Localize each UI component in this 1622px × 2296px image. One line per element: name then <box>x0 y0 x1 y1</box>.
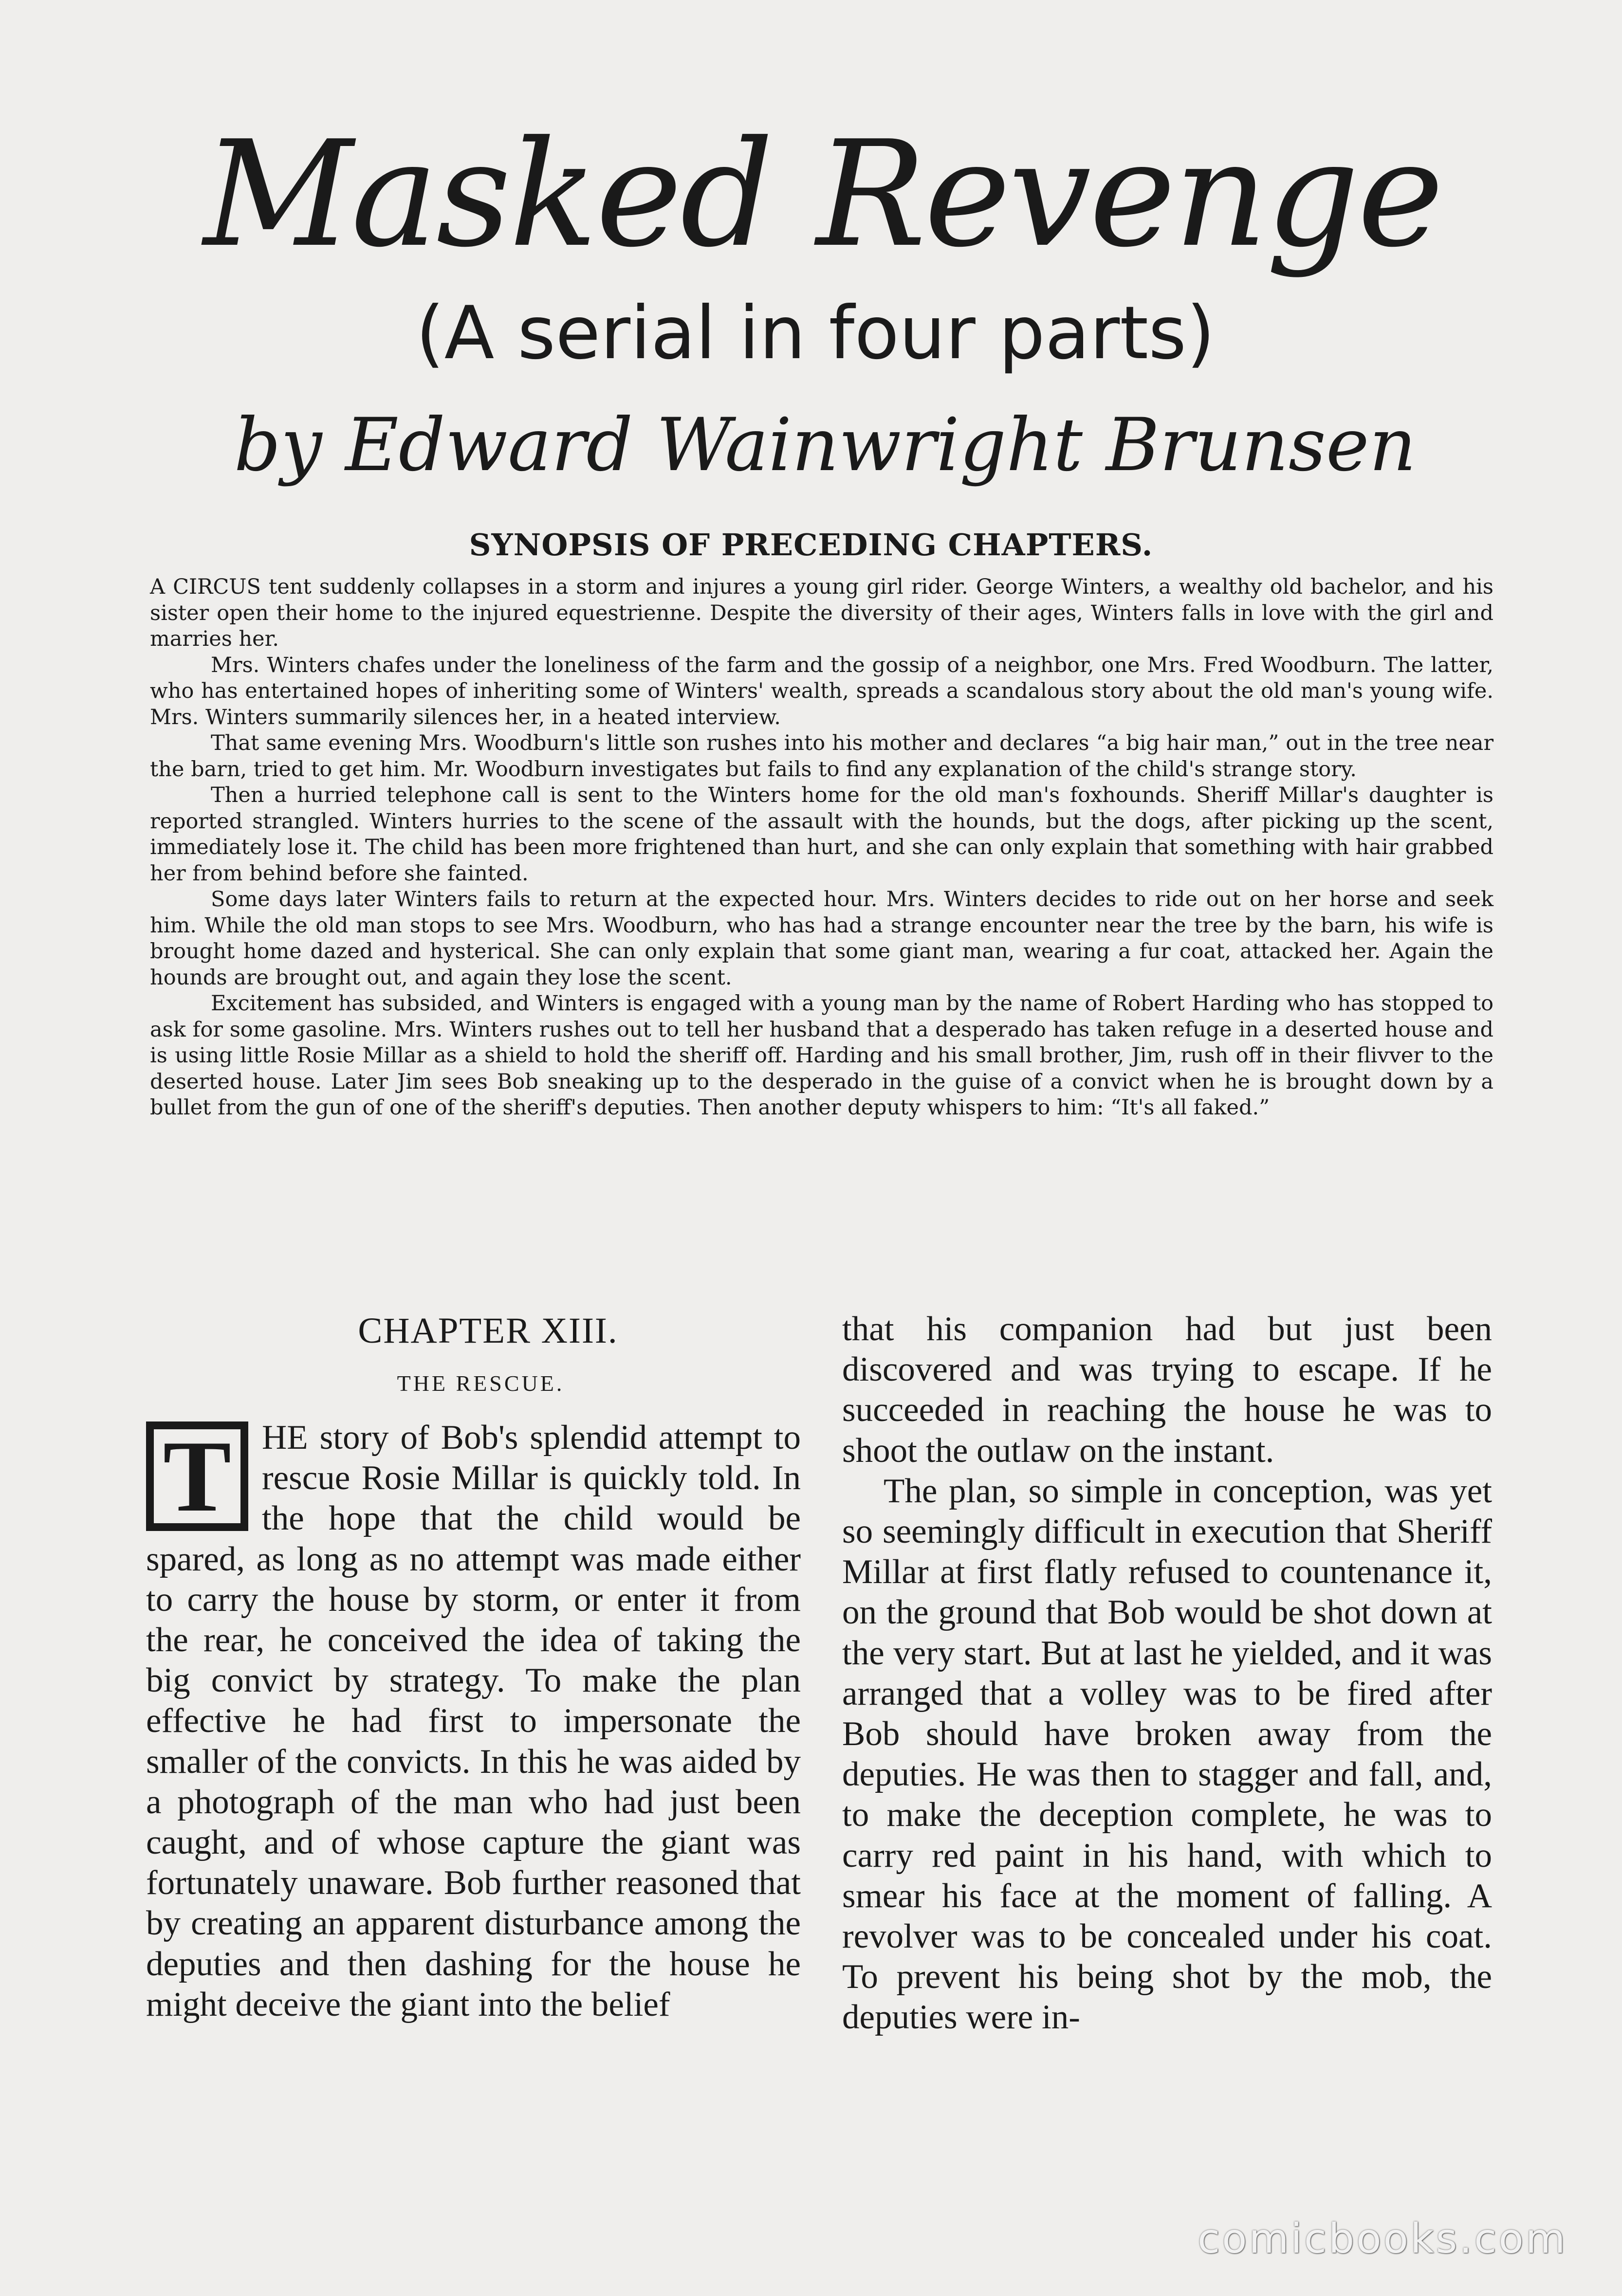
chapter-subheading: THE RESCUE. <box>397 1371 565 1396</box>
synopsis-heading: SYNOPSIS OF PRECEDING CHAPTERS. <box>469 527 1153 563</box>
left-column <box>146 1307 801 2025</box>
chapter-paragraph: HE story of Bob's splendid attempt to rescue Rosie Millar is quickly told. In the hope that the child would be spared, as long as no attempt was made either to carry the house by storm, or enter it from the rear, he conceived the idea of taking the big convict by strategy. To make the plan effective he had first to impersonate the smaller of the convicts. In this he was aided by a photograph of the man who had just been caught, and of whose capture the giant was fortunately unaware. Bob further reasoned that by creating an apparent disturbance among the deputies and then dashing for the house he might deceive the giant into the belief <box>146 1419 801 2023</box>
site-watermark: comicbooks.com <box>1198 2215 1567 2262</box>
story-subtitle: (A serial in four parts) <box>416 291 1215 376</box>
author-byline: by Edward Wainwright Brunsen <box>234 403 1417 488</box>
synopsis-paragraph: Some days later Winters fails to return at the expected hour. Mrs. Winters decides to ride out on her horse and seek him. While the old man stops to see Mrs. Woodburn, who has had a strange encounter near the tree by the barn, his wife is brought home dazed and hysterical. She can only explain that some giant man, wearing a fur coat, attacked her. Again the hounds are brought out, and again they lose the scent. <box>150 887 1493 990</box>
synopsis-paragraph: Then a hurried telephone call is sent to the Winters home for the old man's foxhounds. Sheriff Millar's daughter is reported strangled. Winters hurries to the scene of the assault with the hounds, but the dogs, after picking up the scent, immediately lose it. The child has been more frightened than hurt, and she can only explain that something with hair grabbed her from behind before she fainted. <box>150 783 1493 886</box>
drop-cap: T <box>146 1421 248 1531</box>
synopsis-paragraph: A CIRCUS tent suddenly collapses in a storm and injures a young girl rider. George Winters, a wealthy old bachelor, and his sister open their home to the injured equestrienne. Despite the diversity of their ages, Winters falls in love with the girl and marries her. <box>150 575 1493 651</box>
synopsis-text <box>150 574 1493 1121</box>
chapter-paragraph: The plan, so simple in conception, was yet so seemingly difficult in execution that Sheriff Millar at first flatly refused to countenance it, on the ground that Bob would be shot down at the very start. But at last he yielded, and it was arranged that a volley was to be fired after Bob should have broken away from the deputies. He was then to stagger and fall, and, to make the deception complete, he was to carry red paint in his hand, with which to smear his face at the moment of falling. A revolver was to be concealed under his coat. To prevent his being shot by the mob, the deputies were in- <box>842 1472 1492 2037</box>
synopsis-paragraph: Excitement has subsided, and Winters is engaged with a young man by the name of Robert Harding who has stopped to ask for some gasoline. Mrs. Winters rushes out to tell her husband that a desperado has taken refuge in a deserted house and is using little Rosie Millar as a shield to hold the sheriff off. Harding and his small brother, Jim, rush off in their flivver to the deserted house. Later Jim sees Bob sneaking up to the desperado in the guise of a convict when he is brought down by a bullet from the gun of one of the sheriff's deputies. Then another deputy whispers to him: “It's all faked.” <box>150 991 1493 1120</box>
synopsis-paragraph: That same evening Mrs. Woodburn's little son rushes into his mother and declares “a big hair man,” out in the tree near the barn, tried to get him. Mr. Woodburn investigates but fails to find any explanation of the child's strange story. <box>150 731 1493 782</box>
chapter-paragraph: that his companion had but just been discovered and was trying to escape. If he succeeded in reaching the house he was to shoot the outlaw on the instant. <box>842 1310 1492 1470</box>
chapter-heading: CHAPTER XIII. <box>358 1311 618 1351</box>
story-title: Masked Revenge <box>203 109 1442 279</box>
synopsis-paragraph: Mrs. Winters chafes under the loneliness of the farm and the gossip of a neighbor, one Mrs. Fred Woodburn. The latter, who has entertained hopes of inheriting some of Winters' wealth, spreads a scandalous story about the old man's young wife. Mrs. Winters summarily silences her, in a heated interview. <box>150 653 1493 729</box>
right-column <box>842 1309 1492 2038</box>
